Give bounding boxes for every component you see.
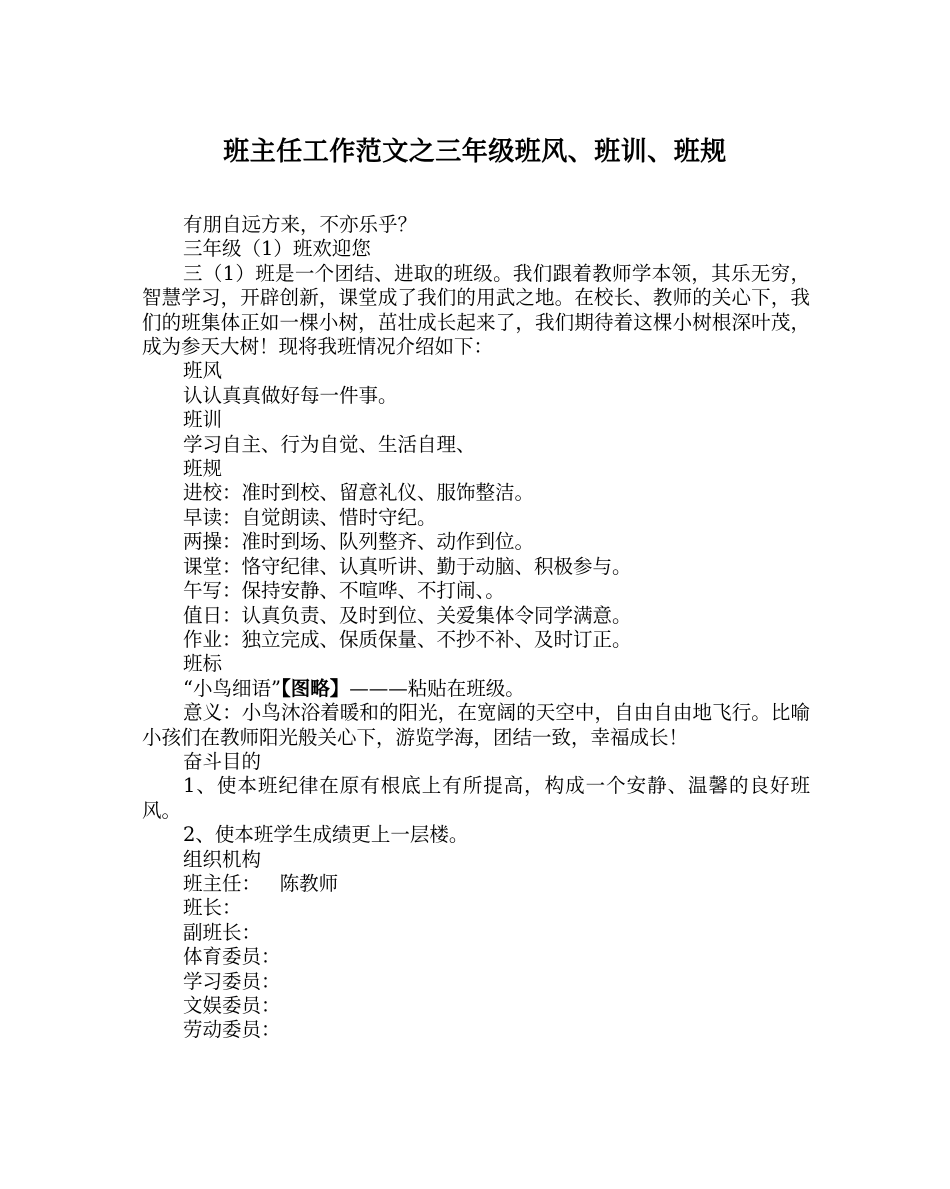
section-heading: 组织机构 xyxy=(183,847,262,871)
document-body xyxy=(142,213,810,1043)
section-heading: 班训 xyxy=(183,408,223,432)
goal-item: 1、使本班纪律在原有根底上有所提高，构成一个安静、温馨的良好班风。 xyxy=(142,774,810,822)
paragraph: 认认真真做好每一件事。 xyxy=(183,383,398,407)
paragraph: 三年级（1）班欢迎您 xyxy=(183,237,371,261)
paragraph: 意义：小鸟沐浴着暖和的阳光，在宽阔的天空中，自由自由地飞行。比喻小孩们在教师阳光般关心下，游览学海，团结一致，幸福成长！ xyxy=(142,701,810,749)
page-title: 班主任工作范文之三年级班风、班训、班规 xyxy=(223,137,727,167)
section-heading: 班风 xyxy=(183,359,223,383)
rule-item: 两操：准时到场、队列整齐、动作到位。 xyxy=(183,530,535,554)
section-heading: 班规 xyxy=(183,457,223,481)
paragraph: 三（1）班是一个团结、进取的班级。我们跟着教师学本领，其乐无穷，智慧学习，开辟创新，课堂成了我们的用武之地。在校长、教师的关心下，我们的班集体正如一棵小树，茁壮成长起来了，我们期待着这棵小树根深叶茂，成为参天大树！现将我班情况介绍如下： xyxy=(142,261,810,359)
section-heading: 班标 xyxy=(183,652,223,676)
rule-item: 进校：准时到校、留意礼仪、服饰整洁。 xyxy=(183,481,535,505)
rule-item: 课堂：恪守纪律、认真听讲、勤于动脑、积极参与。 xyxy=(183,554,632,578)
org-item: 班主任： 陈教师 xyxy=(183,871,339,895)
badge-note: ———粘贴在班级。 xyxy=(349,676,525,700)
org-item: 文娱委员： xyxy=(183,994,281,1017)
section-heading: 奋斗目的 xyxy=(183,749,262,773)
paragraph: 学习自主、行为自觉、生活自理、 xyxy=(183,432,476,456)
goal-item: 2、使本班学生成绩更上一层楼。 xyxy=(183,823,469,847)
badge-name: “小鸟细语” xyxy=(183,676,281,700)
org-item: 副班长： xyxy=(183,920,262,944)
rule-item: 值日：认真负责、及时到位、关爱集体令同学满意。 xyxy=(183,603,632,627)
paragraph: 有朋自远方来，不亦乐乎？ xyxy=(183,213,418,236)
org-item: 体育委员： xyxy=(183,945,281,969)
image-omitted-note: 【图略】 xyxy=(280,676,350,700)
rule-item: 早读：自觉朗读、惜时守纪。 xyxy=(183,505,437,529)
org-item: 班长： xyxy=(183,896,242,920)
rule-item: 作业：独立完成、保质保量、不抄不补、及时订正。 xyxy=(183,627,632,651)
badge-line xyxy=(142,677,810,701)
org-item: 学习委员： xyxy=(183,969,281,993)
org-item: 劳动委员： xyxy=(183,1018,281,1042)
rule-item: 午写：保持安静、不喧哗、不打闹、。 xyxy=(183,579,505,603)
